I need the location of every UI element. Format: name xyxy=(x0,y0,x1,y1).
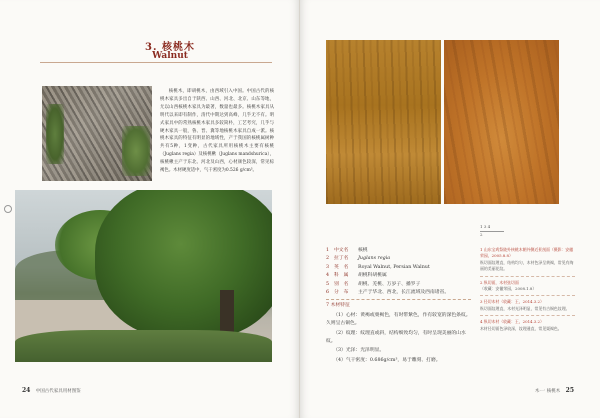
book-title: 中国古代家具用材图鉴 xyxy=(35,389,81,394)
crop-mark-icon xyxy=(4,205,12,213)
property-row: 5 别 名 胡桃、羌桃、万岁子、播罗子 xyxy=(326,281,421,287)
feature-item: （2）纹理：纹理直或斜，结构细致均匀，有时呈现美丽的山水纹。 xyxy=(326,330,466,345)
figure-reference xyxy=(480,224,504,238)
page-subtitle: Walnut xyxy=(152,51,188,61)
caption-notes xyxy=(480,247,575,335)
figure-ref-top: 1 3 4 xyxy=(480,224,491,229)
bark-photo xyxy=(42,86,152,181)
intro-paragraph: 核桃木，即胡桃木，由西域引入中国。中国古代的核桃木家具多出自于陕西、山西、河北、北京、山东等地，尤以山西核桃木家具为最著，数量也最多。核桃木家具从明代以来即有制作，清代中期达到高峰，几乎无不有。明式家具中的常熟核桃木家具多较简朴，工艺考究，几乎与硬木家具一般，鲁、晋、冀等地核桃木家具自成一派。核桃木家具的特征有明显的地域性，产于我国的核桃属树种共有5种，1变种，古代家具所用核桃木主要有核桃（Juglans regia）及核桃楸（Juglans mandshurica），核桃楸主产于东北、河北及山西，心材颜色较深，常见棕褐色。木材硬度适中，气干密度为0.526 g/cm³。 xyxy=(160,89,274,174)
page-title: 3. 核桃木 xyxy=(145,42,195,53)
feature-item: （1）心材：黄褐或栗褐色，有时带紫色，作有较宽的深色条纹。久则呈古铜色。 xyxy=(326,312,471,327)
wood-sample-photo-1 xyxy=(326,40,441,204)
caption-note: 1 山东宝鸡祭陵外核桃木朝外侧近景剖面（摄影：安徽荣园，2005.8.8） 纵切面纹理直，结构均匀，木材色泽呈黄褐，常见有绚丽的美丽花纹。 xyxy=(480,247,574,272)
property-row: 4 科 属 胡桃科胡桃属 xyxy=(326,273,387,279)
right-footer xyxy=(535,387,574,394)
wood-sample-photo-2 xyxy=(444,40,559,204)
caption-note: 4 纵切木材（收藏：王，2014.3.2） 木材径切面色泽较深，纹理通直，常见栗褐色。 xyxy=(480,319,562,331)
caption-note: 3 径切木材（收藏：王，2014.3.2） 纵切面纹理直，木材光泽明显，常见有古铜色纹理。 xyxy=(480,299,570,311)
intro-text xyxy=(160,88,274,175)
property-row: 1 中文名 核桃 xyxy=(326,248,368,253)
caption-note: 2 纵切面，木材弦切面 （收藏：安徽荣园，2008.1.8） xyxy=(480,279,537,292)
right-page xyxy=(300,0,600,418)
feature-item: （3）光泽：光泽明显。 xyxy=(333,348,385,354)
page-number: 25 xyxy=(565,387,574,394)
chapter-title: 木·一 核桃木 xyxy=(534,389,561,394)
section-heading: 7 木材特征 xyxy=(326,303,350,309)
property-row: 6 分 布 主产于华北、西北，长江流域及西南诸省。 xyxy=(326,290,450,296)
figure-ref-bottom: 2 xyxy=(480,231,504,238)
title-divider xyxy=(40,62,272,63)
wood-properties xyxy=(326,247,471,365)
property-row: 2 拉丁名 Juglans regia xyxy=(326,256,391,262)
page-number: 24 xyxy=(22,387,31,394)
walnut-tree-photo xyxy=(15,190,272,362)
left-footer xyxy=(22,387,81,394)
section-divider xyxy=(326,299,471,300)
feature-item: （4）气干密度：0.686g/cm³，易于雕刻、打磨。 xyxy=(333,357,441,363)
property-row: 3 英 名 Royal Walnut, Persian Walnut xyxy=(326,264,430,270)
